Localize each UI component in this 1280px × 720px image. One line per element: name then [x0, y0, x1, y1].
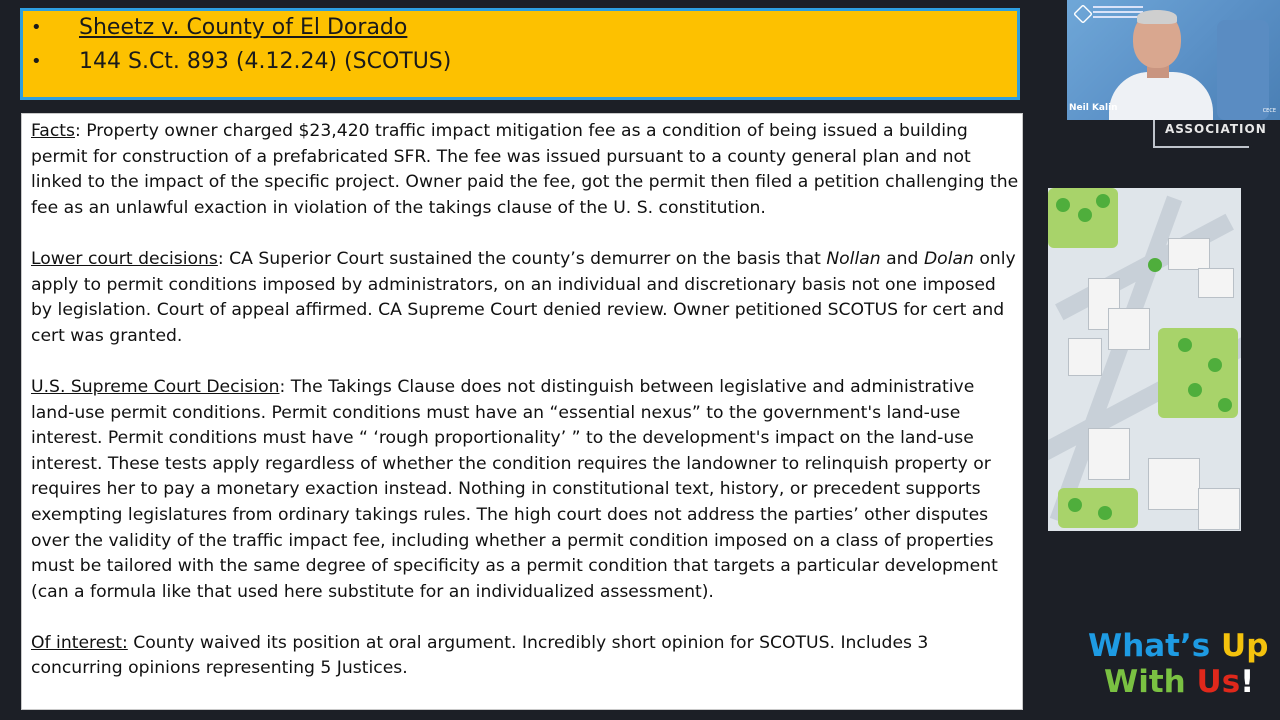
branding-row-2 — [1088, 664, 1268, 700]
city-illustration — [1048, 188, 1241, 531]
speaker-name-tag: Neil Kalin — [1069, 103, 1118, 113]
title-line-1 — [31, 15, 407, 40]
facts-text: : Property owner charged $23,420 traffic impact mitigation fee as a condition of being issued a building permit for construction of a prefabricated SFR. The fee was issued pursuant to a county general plan and not linked to the impact of the specific project. Owner paid the fee, got the permit then filed a petition challenging the fee as an unlawful exaction in violation of the takings clause of the U. S. constitution. — [31, 121, 1019, 218]
brand-word-whats: What’s — [1088, 628, 1211, 664]
organization-logo-text — [1093, 6, 1143, 21]
dolan-case: Dolan — [923, 248, 974, 269]
speaker-shirt — [1109, 72, 1213, 120]
lower-court-text-b: and — [880, 248, 924, 269]
decision-label: U.S. Supreme Court Decision — [31, 376, 280, 397]
interest-label: Of interest: — [31, 632, 128, 653]
bullet-icon: • — [31, 51, 42, 72]
slide-content — [21, 113, 1023, 710]
facts-label: Facts — [31, 121, 75, 141]
chair-backdrop — [1217, 20, 1269, 120]
case-citation: 144 S.Ct. 893 (4.12.24) (SCOTUS) — [79, 49, 452, 74]
association-label-frame — [1153, 120, 1267, 148]
video-corner-tag: CECE — [1262, 108, 1276, 114]
lower-court-text-c: only apply to permit conditions imposed by administrators, on an individual and discretionary basis not one imposed by legislation. Court of appeal affirmed. CA Supreme Court denied review. Owner petitioned SCOTUS for cert and cert was granted. — [31, 248, 1016, 346]
brand-word-us: Us — [1196, 664, 1241, 700]
title-line-2 — [31, 49, 451, 74]
whats-up-with-us-branding — [1088, 628, 1268, 700]
speaker-hair — [1137, 10, 1177, 24]
speaker-video-tile[interactable] — [1067, 0, 1280, 120]
branding-row-1 — [1088, 628, 1268, 664]
case-name: Sheetz v. County of El Dorado — [79, 15, 408, 40]
brand-exclamation: ! — [1240, 664, 1255, 700]
nollan-case: Nollan — [826, 248, 881, 269]
brand-word-up: Up — [1221, 628, 1269, 664]
lower-court-label: Lower court decisions — [31, 248, 218, 269]
association-label: ASSOCIATION — [1165, 122, 1267, 136]
decision-text: : The Takings Clause does not distinguish between legislative and administrative land-use permit conditions. Permit conditions must have an “essential nexus” to the government's land-use interest. Permit conditions must have “ ‘rough proportionality’ ” to the development's impact on the land-use interest. These tests apply regardless of whether the condition requires the landowner to relinquish property or requires her to pay a monetary exaction instead. Nothing in constitutional text, history, or precedent supports exempting legislatures from ordinary takings rules. The high court does not address the parties’ other disputes over the validity of the traffic impact fee, including whether a permit condition imposed on a class of properties must be tailored with the same degree of specificity as a permit condition that targets a particular development (can a formula like that used here substitute for an individualized assessment). — [31, 376, 998, 602]
interest-text: County waived its position at oral argument. Incredibly short opinion for SCOTUS. Includes 3 concurring opinions representing 5 Justices. — [31, 632, 929, 679]
organization-logo-icon — [1073, 4, 1093, 24]
bullet-icon: • — [31, 17, 42, 38]
brand-word-with: With — [1104, 664, 1186, 700]
lower-court-text-a: : CA Superior Court sustained the county’s demurrer on the basis that — [217, 248, 827, 269]
facts-paragraph — [31, 119, 1022, 221]
slide-title-box — [20, 8, 1020, 100]
decision-paragraph — [31, 375, 1022, 605]
interest-paragraph — [31, 631, 1022, 682]
lower-court-paragraph — [31, 247, 1022, 349]
